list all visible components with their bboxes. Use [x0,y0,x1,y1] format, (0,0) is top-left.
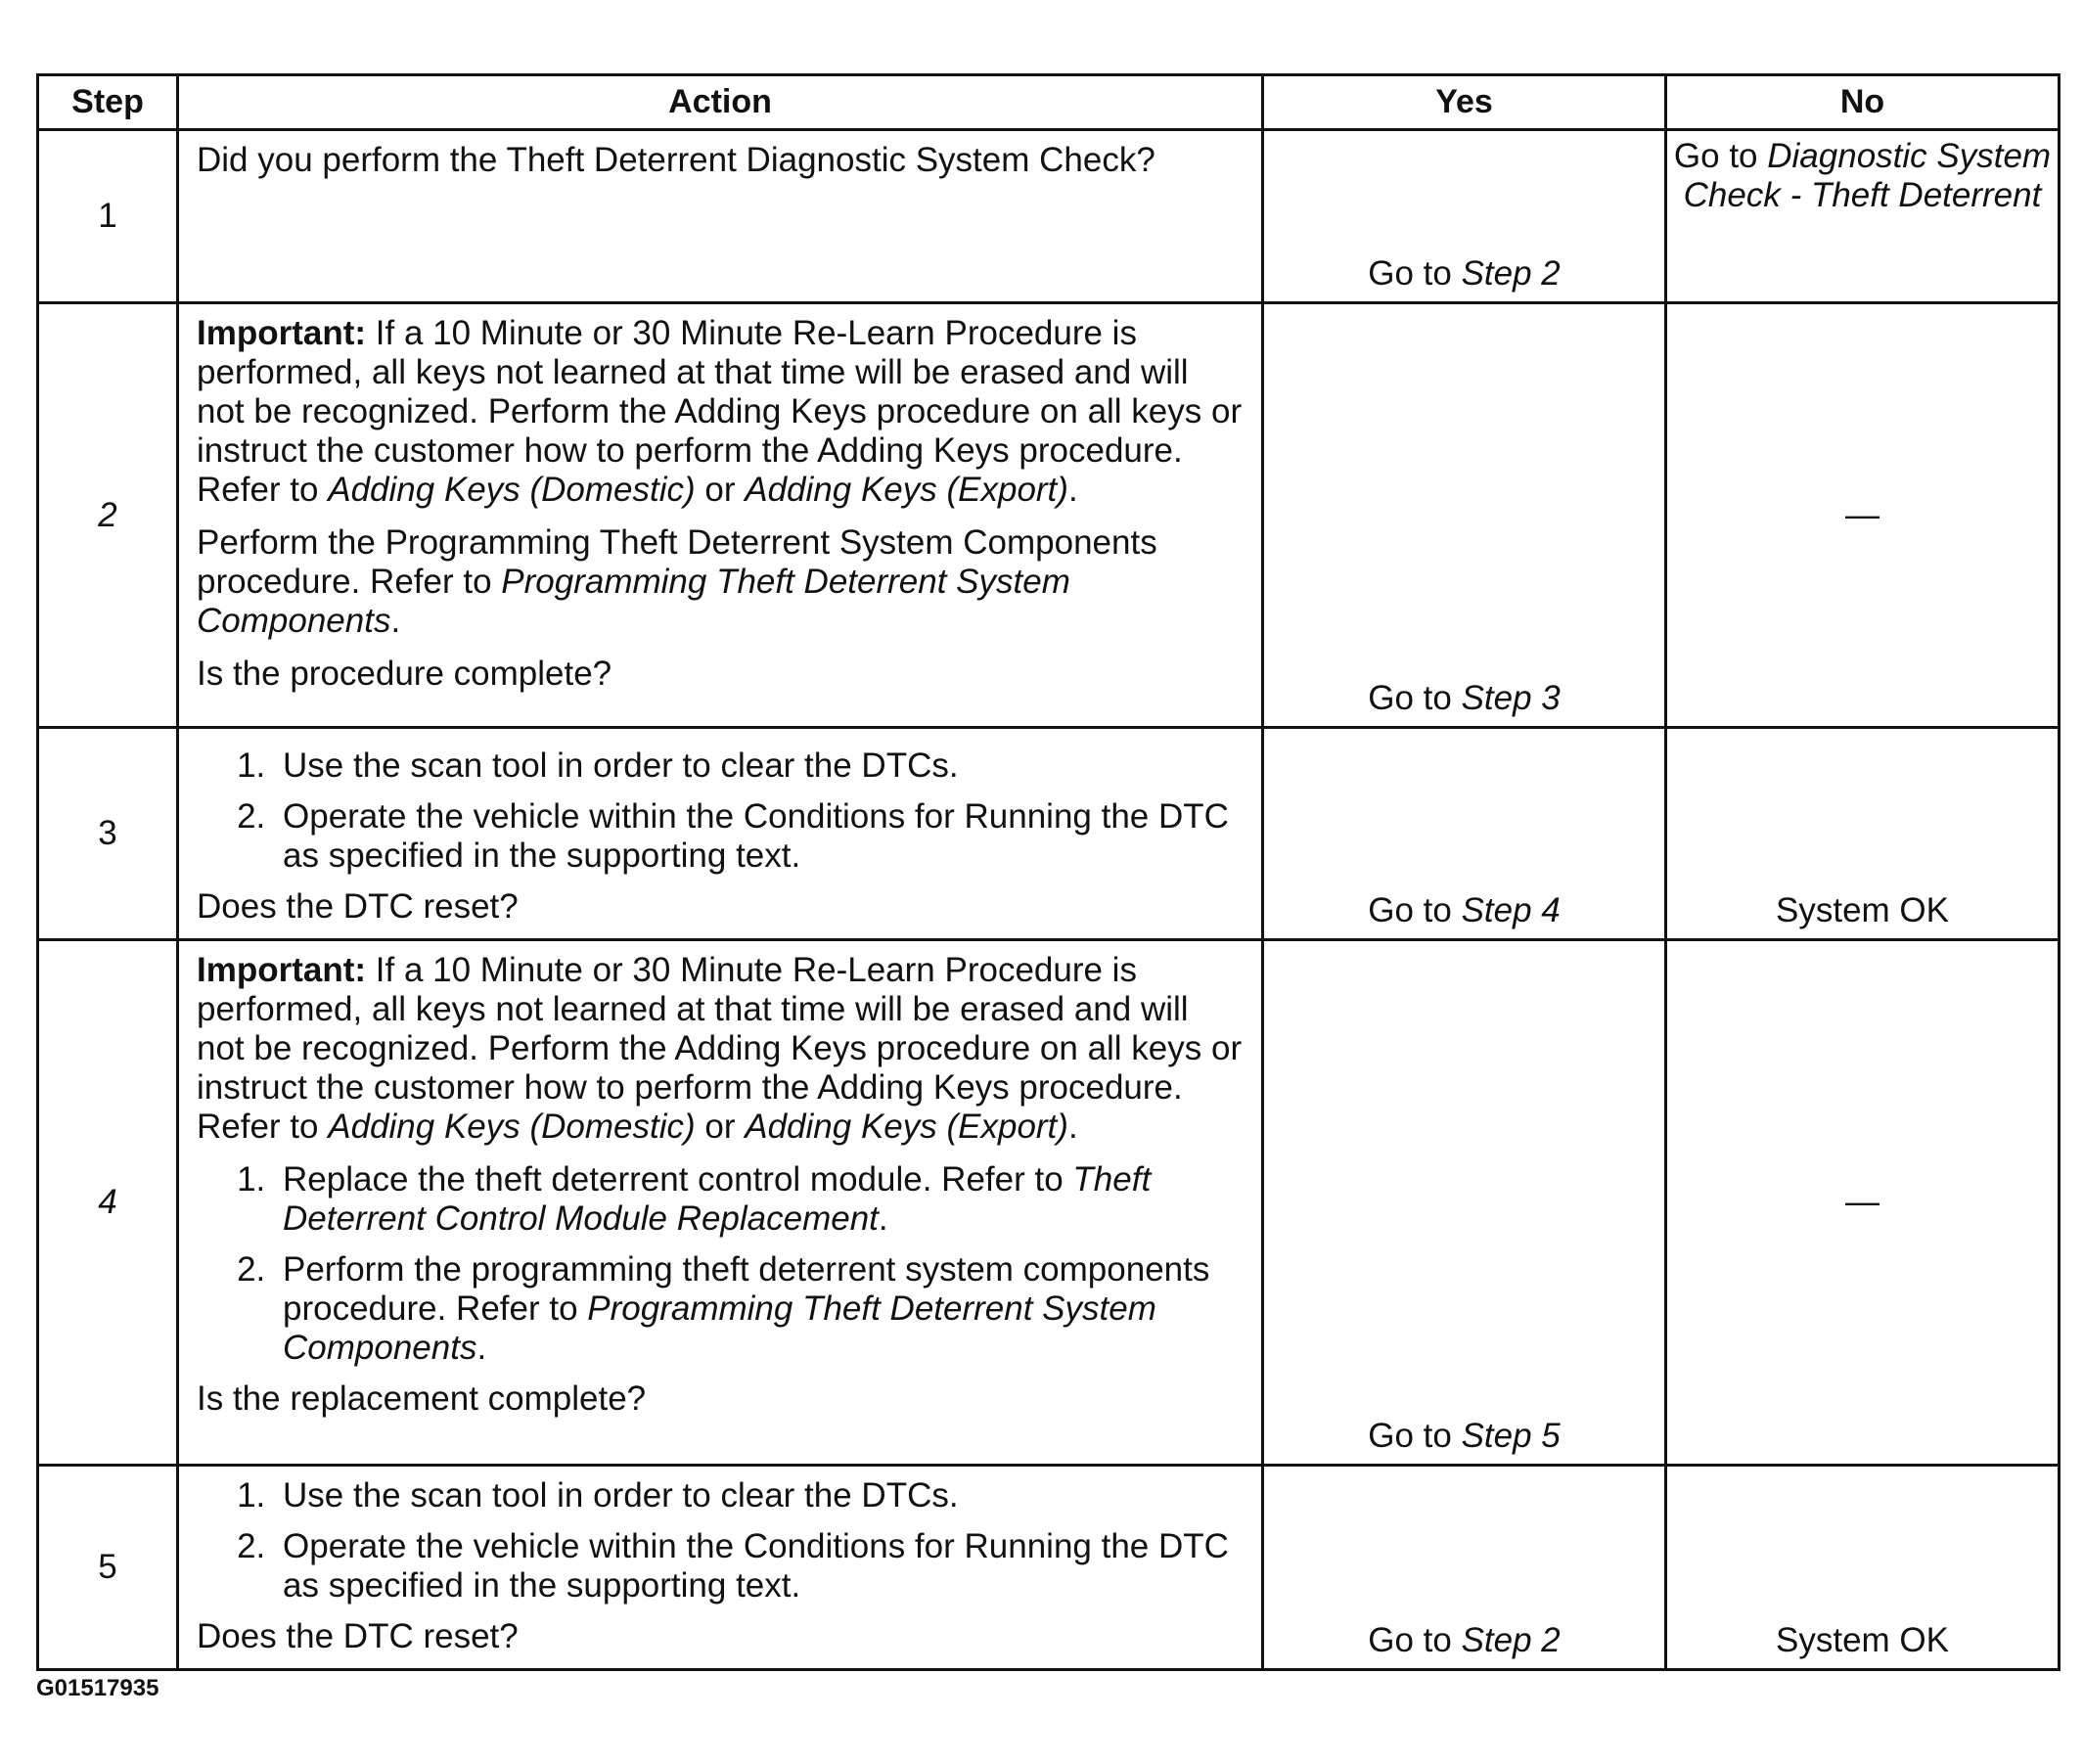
no-cell: — [1666,940,2060,1466]
diagnostic-table [36,73,2060,1671]
period: . [390,602,401,640]
action-steps-list [197,1476,1244,1606]
no-prefix: Go to [1673,137,1768,175]
header-row [38,75,2060,130]
no-cell: — [1666,303,2060,728]
yes-step-link[interactable]: Step 4 [1461,891,1561,929]
important-label: Important: [197,314,367,352]
yes-prefix: Go to [1368,679,1462,717]
period: . [1067,1108,1078,1146]
header-no: No [1666,75,2060,130]
important-label: Important: [197,951,367,989]
yes-cell [1263,940,1666,1466]
yes-cell [1263,728,1666,940]
yes-step-link[interactable]: Step 5 [1461,1417,1561,1455]
period: . [476,1329,487,1367]
procedure-text: Perform the Programming Theft Deterrent System Components procedure. Refer to [197,523,1157,601]
procedure-note [197,523,1244,641]
action-question: Does the DTC reset? [197,887,519,926]
list-item [275,1250,1244,1368]
list-item [275,1160,1244,1239]
yes-cell [1263,1466,1666,1670]
table-row [38,1466,2060,1670]
step-number: 1 [38,130,178,303]
yes-prefix: Go to [1368,891,1462,929]
yes-cell [1263,130,1666,303]
header-yes: Yes [1263,75,1666,130]
list-item: 1. Use the scan tool in order to clear the DTCs. [275,1476,1244,1515]
step-number: 2 [38,303,178,728]
or-text: or [695,471,746,509]
period: . [878,1199,888,1238]
header-step: Step [38,75,178,130]
no-ref-link[interactable]: Diagnostic System Check - Theft Deterrent [1683,137,2052,214]
no-cell: System OK [1666,728,2060,940]
action-question: Is the replacement complete? [197,1380,647,1418]
action-cell [178,1466,1263,1670]
yes-prefix: Go to [1368,1417,1462,1455]
action-question: Does the DTC reset? [197,1617,519,1655]
period: . [1067,471,1078,509]
list-item-text: Replace the theft deterrent control module. Refer to [283,1160,1073,1199]
action-cell [178,940,1263,1466]
action-cell [178,728,1263,940]
table-row [38,728,2060,940]
action-steps-list [197,746,1244,876]
list-item: 2. Operate the vehicle within the Conditions for Running the DTC as specified in the supporting text. [275,1527,1244,1606]
yes-prefix: Go to [1368,254,1462,293]
step-number: 3 [38,728,178,940]
header-action: Action [178,75,1263,130]
yes-prefix: Go to [1368,1621,1462,1659]
important-note [197,314,1244,510]
ref-programming-components[interactable]: Programming Theft Deterrent System Components [197,563,1070,640]
important-text: If a 10 Minute or 30 Minute Re-Learn Procedure is performed, all keys not learned at that time will be erased and will not be recognized. Perform the Adding Keys procedure on all keys or instruct the customer how to perform the Adding Keys procedure. Refer to [197,951,1243,1146]
action-question: Is the procedure complete? [197,655,612,693]
step-number: 4 [38,940,178,1466]
no-cell [1666,130,2060,303]
list-item-text: Perform the programming theft deterrent system components procedure. Refer to [283,1250,1210,1328]
yes-cell [1263,303,1666,728]
ref-adding-keys-export[interactable]: Adding Keys (Export) [745,1108,1068,1146]
no-cell: System OK [1666,1466,2060,1670]
important-text: If a 10 Minute or 30 Minute Re-Learn Procedure is performed, all keys not learned at that time will be erased and will not be recognized. Perform the Adding Keys procedure on all keys or instruct the customer how to perform the Adding Keys procedure. Refer to [197,314,1243,509]
table-row [38,303,2060,728]
yes-step-link[interactable]: Step 2 [1461,254,1561,293]
yes-step-link[interactable]: Step 3 [1461,679,1561,717]
list-item: 1. Use the scan tool in order to clear the DTCs. [275,746,1244,786]
table-row [38,940,2060,1466]
action-cell [178,303,1263,728]
step-number: 5 [38,1466,178,1670]
list-item: 2. Operate the vehicle within the Conditions for Running the DTC as specified in the supporting text. [275,797,1244,876]
or-text: or [695,1108,746,1146]
action-question: Did you perform the Theft Deterrent Diagnostic System Check? [197,141,1155,179]
action-steps-list [197,1160,1244,1368]
ref-adding-keys-export[interactable]: Adding Keys (Export) [745,471,1068,509]
table-row [38,130,2060,303]
yes-step-link[interactable]: Step 2 [1461,1621,1561,1659]
figure-id: G01517935 [36,1675,159,1701]
action-cell [178,130,1263,303]
ref-module-replacement[interactable]: Theft Deterrent Control Module Replacement [283,1160,1152,1238]
ref-programming-components[interactable]: Programming Theft Deterrent System Components [283,1289,1156,1367]
important-note [197,951,1244,1147]
ref-adding-keys-domestic[interactable]: Adding Keys (Domestic) [328,471,696,509]
ref-adding-keys-domestic[interactable]: Adding Keys (Domestic) [328,1108,696,1146]
